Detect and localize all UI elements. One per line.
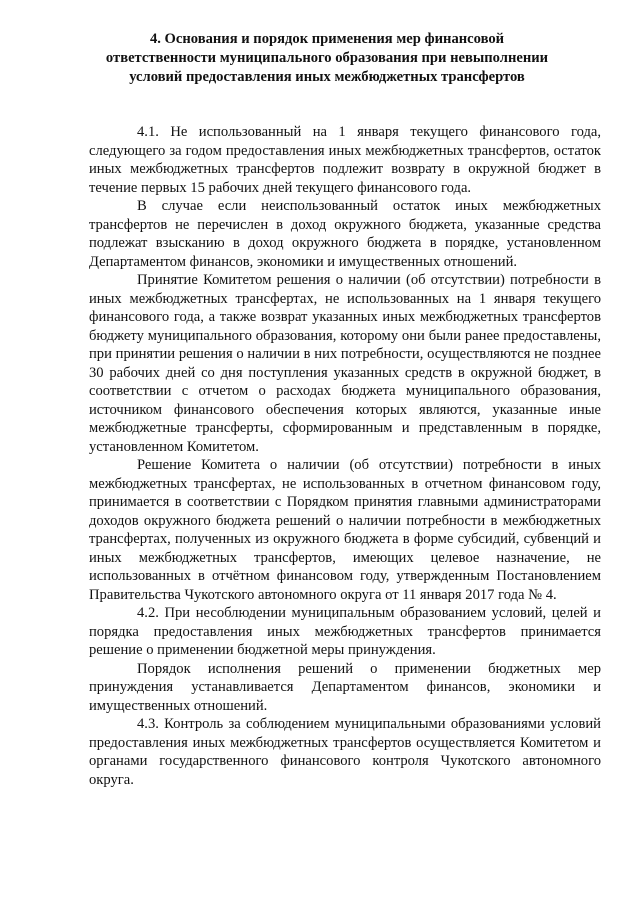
- paragraph-committee-decision-procedure: Решение Комитета о наличии (об отсутствии) потребности в иных межбюджетных трансфертах, не использованных в отчетном финансовом году, принимается в соответствии с Порядком принятия главными администраторами доходов окружного бюджета решений о наличии потребности в межбюджетных трансфертах, полученных из окружного бюджета в форме субсидий, субвенций и иных межбюджетных трансфертов, имеющих целевое назначение, не использованных в отчётном финансовом году, утвержденным Постановлением Правительства Чукотского автономного округа от 11 января 2017 года № 4.: [89, 457, 601, 603]
- paragraph-4-1: 4.1. Не использованный на 1 января текущего финансового года, следующего за годом предоставления иных межбюджетных трансфертов, остаток иных межбюджетных трансфертов подлежит возврату в окружной бюджет в течение первых 15 рабочих дней текущего финансового года.: [89, 124, 601, 196]
- paragraph-4-3: 4.3. Контроль за соблюдением муниципальными образованиями условий предоставления иных межбюджетных трансфертов осуществляется Комитетом и органами государственного финансового контроля Чукотского автономного округа.: [89, 716, 601, 788]
- paragraph-4-2: 4.2. При несоблюдении муниципальным образованием условий, целей и порядка предоставления иных межбюджетных трансфертов принимается решение о применении бюджетной меры принуждения.: [89, 605, 601, 658]
- heading-line-1: 4. Основания и порядок применения мер финансовой: [149, 31, 505, 47]
- section-heading: [100, 30, 554, 87]
- heading-line-2: ответственности муниципального образования при невыполнении: [105, 50, 549, 66]
- section-body: [89, 123, 601, 789]
- paragraph-enforcement-procedure: Порядок исполнения решений о применении бюджетных мер принуждения устанавливается Департаментом финансов, экономики и имущественных отношений.: [89, 660, 601, 714]
- paragraph-unused-balance-recovery: В случае если неиспользованный остаток иных межбюджетных трансфертов не перечислен в доход окружного бюджета, указанные средства подлежат взысканию в доход окружного бюджета в порядке, установленном Департаментом финансов, экономики и имущественных отношений.: [89, 198, 601, 270]
- paragraph-committee-decision-need: Принятие Комитетом решения о наличии (об отсутствии) потребности в иных межбюджетных трансфертах, не использованных на 1 января текущего финансового года, а также возврат указанных иных межбюджетных трансфертов бюджету муниципального образования, которому они были ранее предоставлены, при принятии решения о наличии в них потребности, осуществляются не позднее 30 рабочих дней со дня поступления указанных средств в окружной бюджет, в соответствии с отчетом о расходах бюджета муниципального образования, источником финансового обеспечения которых являются, указанные иные межбюджетные трансферты, сформированным и представленным в порядке, установленном Комитетом.: [89, 272, 601, 455]
- heading-line-3: условий предоставления иных межбюджетных трансфертов: [129, 69, 525, 85]
